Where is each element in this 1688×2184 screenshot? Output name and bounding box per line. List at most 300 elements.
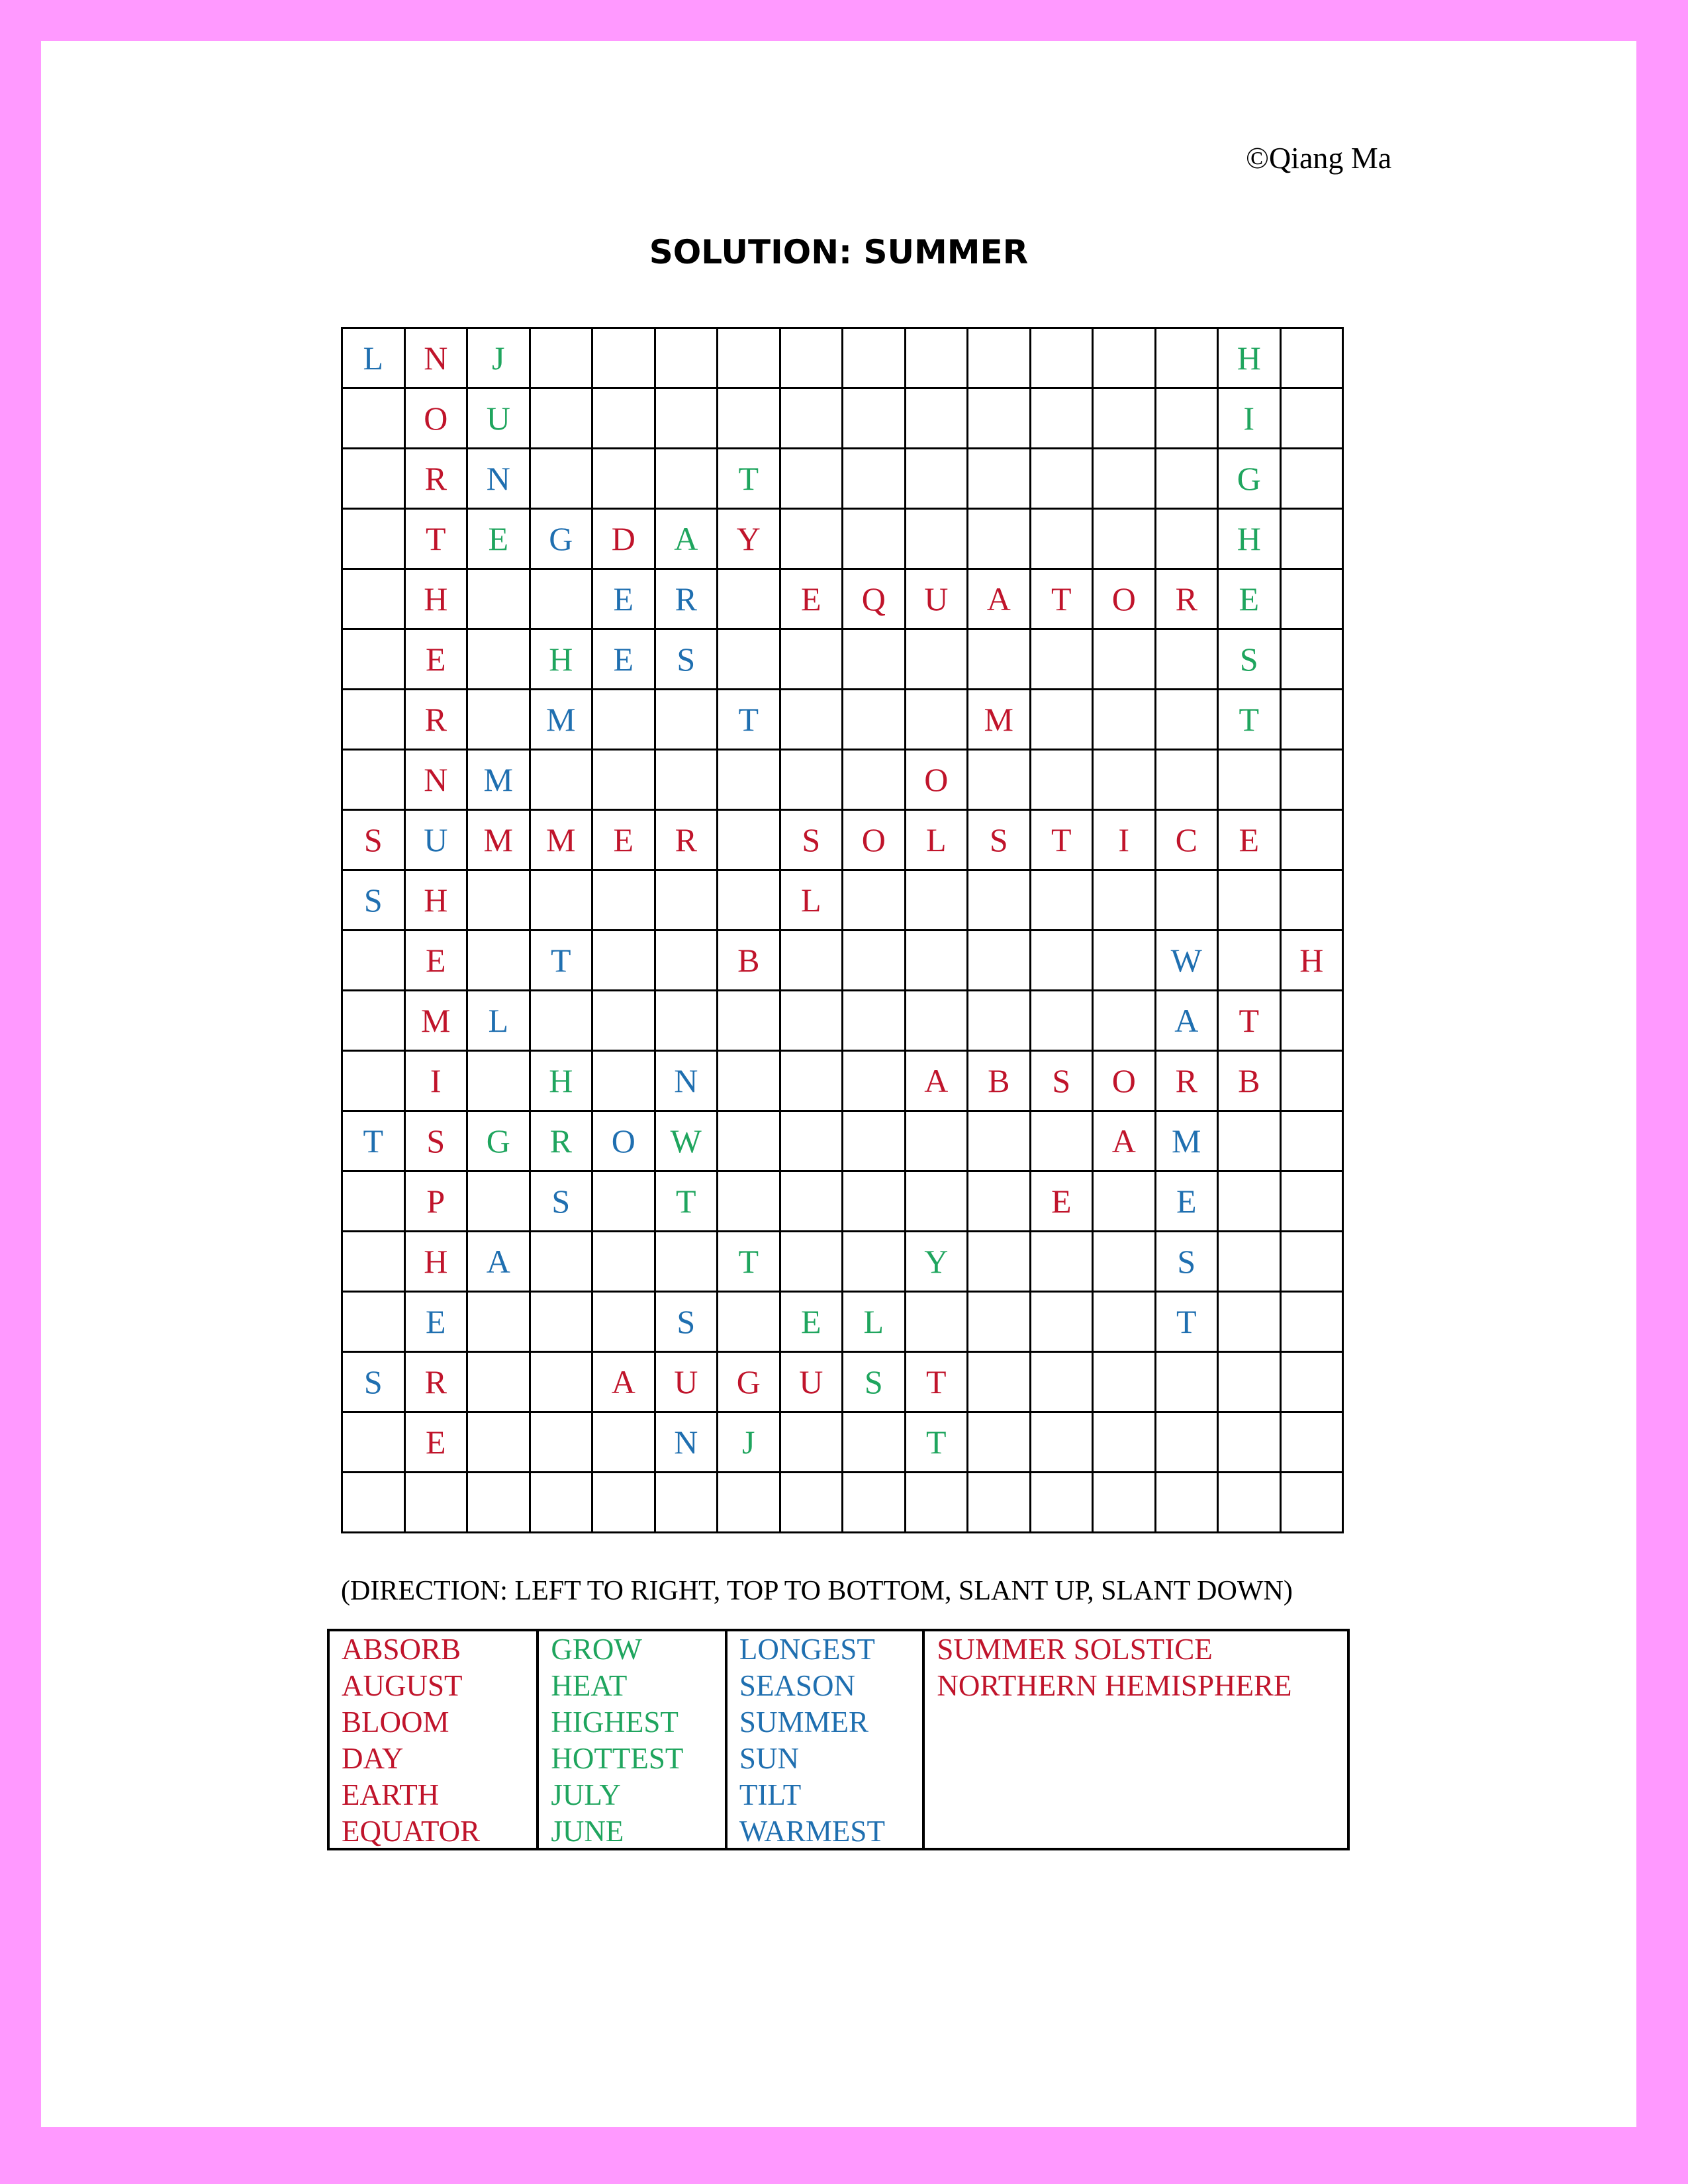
grid-cell: [718, 1293, 781, 1353]
grid-cell: H: [531, 630, 594, 690]
grid-cell: [343, 1293, 406, 1353]
grid-cell: [1282, 1172, 1344, 1232]
grid-cell: [1282, 1232, 1344, 1293]
grid-cell: [781, 1112, 844, 1172]
grid-cell: [593, 931, 656, 991]
word-list-item: HEAT: [551, 1669, 628, 1702]
grid-cell: [843, 751, 906, 811]
grid-cell: [1031, 1293, 1094, 1353]
grid-cell: [781, 690, 844, 751]
grid-cell: [968, 1413, 1031, 1473]
grid-cell: [968, 751, 1031, 811]
grid-cell: [1031, 389, 1094, 449]
grid-cell: [343, 1473, 406, 1533]
grid-cell: [1156, 510, 1219, 570]
grid-cell: [718, 389, 781, 449]
grid-cell: [906, 991, 969, 1052]
grid-cell: [468, 1473, 531, 1533]
grid-cell: [1219, 1232, 1282, 1293]
grid-cell: I: [1219, 389, 1282, 449]
grid-cell: [1156, 1473, 1219, 1533]
grid-cell: [531, 991, 594, 1052]
grid-cell: [656, 751, 719, 811]
grid-cell: [531, 1293, 594, 1353]
grid-cell: [718, 329, 781, 389]
grid-cell: [843, 630, 906, 690]
grid-cell: [1219, 931, 1282, 991]
grid-cell: [1031, 449, 1094, 510]
grid-cell: [1094, 510, 1156, 570]
grid-cell: T: [1219, 690, 1282, 751]
grid-cell: [906, 449, 969, 510]
grid-cell: [781, 931, 844, 991]
grid-cell: R: [406, 449, 469, 510]
grid-cell: B: [1219, 1052, 1282, 1112]
grid-cell: [406, 1473, 469, 1533]
grid-cell: S: [531, 1172, 594, 1232]
grid-cell: [656, 389, 719, 449]
grid-cell: [718, 1052, 781, 1112]
grid-cell: [1219, 1112, 1282, 1172]
grid-cell: [468, 871, 531, 931]
grid-cell: [593, 1232, 656, 1293]
word-list-item: SUMMER SOLSTICE: [937, 1633, 1213, 1666]
grid-cell: [1031, 1232, 1094, 1293]
grid-cell: [1282, 1112, 1344, 1172]
grid-cell: S: [656, 630, 719, 690]
grid-cell: [1094, 1172, 1156, 1232]
grid-cell: R: [1156, 570, 1219, 630]
grid-cell: [343, 1232, 406, 1293]
grid-cell: [531, 751, 594, 811]
grid-cell: [1282, 690, 1344, 751]
grid-cell: [843, 1112, 906, 1172]
word-list-column: [539, 1631, 727, 1848]
grid-cell: [343, 1052, 406, 1112]
grid-cell: [1094, 871, 1156, 931]
grid-cell: [968, 389, 1031, 449]
worksheet-page: [41, 41, 1636, 2127]
grid-cell: J: [468, 329, 531, 389]
grid-cell: U: [906, 570, 969, 630]
grid-cell: [781, 1172, 844, 1232]
grid-cell: [1094, 630, 1156, 690]
grid-cell: A: [1156, 991, 1219, 1052]
grid-cell: S: [1156, 1232, 1219, 1293]
word-list-item: WARMEST: [739, 1815, 885, 1848]
grid-cell: [343, 570, 406, 630]
grid-cell: E: [593, 811, 656, 871]
grid-cell: R: [406, 1353, 469, 1413]
grid-cell: [906, 389, 969, 449]
grid-cell: [1156, 630, 1219, 690]
grid-cell: U: [656, 1353, 719, 1413]
grid-cell: [1219, 1353, 1282, 1413]
grid-cell: [968, 871, 1031, 931]
grid-cell: [468, 1052, 531, 1112]
grid-cell: [656, 871, 719, 931]
grid-cell: [718, 570, 781, 630]
grid-cell: L: [843, 1293, 906, 1353]
grid-cell: R: [531, 1112, 594, 1172]
word-list-table: [327, 1629, 1350, 1850]
grid-cell: [1156, 389, 1219, 449]
grid-cell: R: [656, 570, 719, 630]
grid-cell: [1031, 751, 1094, 811]
grid-cell: [343, 389, 406, 449]
grid-cell: [906, 931, 969, 991]
grid-cell: [843, 1172, 906, 1232]
grid-cell: [781, 449, 844, 510]
grid-cell: [906, 1473, 969, 1533]
grid-cell: E: [468, 510, 531, 570]
grid-cell: [843, 931, 906, 991]
grid-cell: G: [468, 1112, 531, 1172]
grid-cell: J: [718, 1413, 781, 1473]
grid-cell: [1219, 751, 1282, 811]
grid-cell: M: [406, 991, 469, 1052]
word-list-item: TILT: [739, 1778, 802, 1811]
grid-cell: [1156, 751, 1219, 811]
grid-cell: [531, 1413, 594, 1473]
grid-cell: [968, 449, 1031, 510]
grid-cell: E: [1031, 1172, 1094, 1232]
grid-cell: [1031, 1413, 1094, 1473]
grid-cell: [593, 1413, 656, 1473]
grid-cell: H: [406, 570, 469, 630]
grid-cell: S: [406, 1112, 469, 1172]
grid-cell: S: [343, 871, 406, 931]
grid-cell: T: [406, 510, 469, 570]
grid-cell: U: [468, 389, 531, 449]
grid-cell: O: [906, 751, 969, 811]
grid-cell: [1094, 1353, 1156, 1413]
grid-cell: [906, 1293, 969, 1353]
grid-cell: [468, 1353, 531, 1413]
grid-cell: E: [406, 630, 469, 690]
word-list-item: LONGEST: [739, 1633, 875, 1666]
word-list-item: HOTTEST: [551, 1742, 684, 1775]
grid-cell: N: [406, 751, 469, 811]
grid-cell: E: [406, 1293, 469, 1353]
grid-cell: N: [656, 1052, 719, 1112]
grid-cell: [593, 1052, 656, 1112]
grid-cell: T: [1156, 1293, 1219, 1353]
grid-cell: [1094, 1473, 1156, 1533]
word-list-item: ABSORB: [342, 1633, 461, 1666]
grid-cell: [1031, 931, 1094, 991]
grid-cell: [968, 1232, 1031, 1293]
grid-cell: [343, 510, 406, 570]
grid-cell: L: [343, 329, 406, 389]
grid-cell: M: [531, 811, 594, 871]
grid-cell: [1156, 329, 1219, 389]
grid-cell: [906, 690, 969, 751]
grid-cell: [1031, 630, 1094, 690]
grid-cell: [468, 931, 531, 991]
grid-cell: [656, 1232, 719, 1293]
grid-cell: [531, 389, 594, 449]
grid-cell: [1156, 871, 1219, 931]
grid-cell: [1219, 1473, 1282, 1533]
grid-cell: [1282, 1473, 1344, 1533]
grid-cell: [968, 1172, 1031, 1232]
grid-cell: [843, 991, 906, 1052]
grid-cell: [531, 570, 594, 630]
grid-cell: [468, 690, 531, 751]
word-search-grid: [341, 327, 1344, 1533]
grid-cell: T: [906, 1353, 969, 1413]
grid-cell: [343, 931, 406, 991]
grid-cell: [843, 1232, 906, 1293]
word-list-item: JULY: [551, 1778, 621, 1811]
grid-cell: [1031, 329, 1094, 389]
grid-cell: [906, 1172, 969, 1232]
grid-cell: [718, 630, 781, 690]
grid-cell: Q: [843, 570, 906, 630]
grid-cell: [781, 991, 844, 1052]
grid-cell: I: [406, 1052, 469, 1112]
grid-cell: O: [1094, 570, 1156, 630]
grid-cell: [968, 1473, 1031, 1533]
grid-cell: A: [968, 570, 1031, 630]
grid-cell: O: [843, 811, 906, 871]
grid-cell: M: [468, 811, 531, 871]
grid-cell: [1156, 1353, 1219, 1413]
grid-cell: [906, 1112, 969, 1172]
grid-cell: [593, 1172, 656, 1232]
grid-cell: [1031, 1112, 1094, 1172]
grid-cell: [343, 449, 406, 510]
grid-cell: [656, 991, 719, 1052]
grid-cell: [343, 1172, 406, 1232]
grid-cell: Y: [718, 510, 781, 570]
word-list-item: SUN: [739, 1742, 799, 1775]
grid-cell: [1031, 871, 1094, 931]
page-title: SOLUTION: SUMMER: [649, 233, 1029, 271]
grid-cell: A: [906, 1052, 969, 1112]
grid-cell: G: [531, 510, 594, 570]
grid-cell: [968, 1353, 1031, 1413]
word-list-column: [727, 1631, 925, 1848]
grid-cell: [1094, 991, 1156, 1052]
grid-cell: M: [531, 690, 594, 751]
grid-cell: M: [968, 690, 1031, 751]
grid-cell: T: [718, 449, 781, 510]
grid-cell: Y: [906, 1232, 969, 1293]
grid-cell: [593, 1473, 656, 1533]
word-list-item: BLOOM: [342, 1706, 449, 1739]
grid-cell: L: [468, 991, 531, 1052]
grid-cell: U: [781, 1353, 844, 1413]
grid-cell: [781, 389, 844, 449]
grid-cell: [781, 630, 844, 690]
grid-cell: [781, 329, 844, 389]
grid-cell: E: [406, 1413, 469, 1473]
grid-cell: [906, 871, 969, 931]
grid-cell: T: [718, 690, 781, 751]
grid-cell: H: [406, 871, 469, 931]
grid-cell: [1282, 751, 1344, 811]
grid-cell: [968, 329, 1031, 389]
grid-cell: [1282, 329, 1344, 389]
grid-cell: [1094, 449, 1156, 510]
grid-cell: [906, 630, 969, 690]
grid-cell: [343, 1413, 406, 1473]
grid-cell: [656, 329, 719, 389]
grid-cell: [1094, 751, 1156, 811]
grid-cell: E: [1156, 1172, 1219, 1232]
grid-cell: [468, 1172, 531, 1232]
grid-cell: [1031, 510, 1094, 570]
copyright: ©Qiang Ma: [1246, 141, 1392, 175]
grid-cell: [1156, 690, 1219, 751]
grid-cell: T: [1031, 570, 1094, 630]
grid-cell: S: [343, 811, 406, 871]
grid-cell: [1094, 329, 1156, 389]
grid-cell: [531, 871, 594, 931]
grid-cell: [843, 690, 906, 751]
grid-cell: H: [1219, 510, 1282, 570]
grid-cell: [343, 751, 406, 811]
grid-cell: [1282, 1353, 1344, 1413]
word-list-item: HIGHEST: [551, 1706, 679, 1739]
grid-cell: [593, 329, 656, 389]
grid-cell: [718, 1112, 781, 1172]
grid-cell: [718, 991, 781, 1052]
grid-cell: M: [468, 751, 531, 811]
grid-cell: [531, 1353, 594, 1413]
grid-cell: [1031, 1473, 1094, 1533]
grid-cell: [593, 690, 656, 751]
grid-cell: T: [531, 931, 594, 991]
grid-cell: C: [1156, 811, 1219, 871]
grid-cell: S: [656, 1293, 719, 1353]
word-list-item: EQUATOR: [342, 1815, 481, 1848]
grid-cell: B: [968, 1052, 1031, 1112]
grid-cell: T: [656, 1172, 719, 1232]
grid-cell: [343, 630, 406, 690]
grid-cell: [468, 1413, 531, 1473]
grid-cell: [1156, 449, 1219, 510]
grid-cell: [718, 1473, 781, 1533]
grid-cell: [781, 1473, 844, 1533]
grid-cell: [593, 449, 656, 510]
grid-cell: [1282, 1052, 1344, 1112]
grid-cell: [843, 1473, 906, 1533]
grid-cell: T: [1031, 811, 1094, 871]
word-list-column: [330, 1631, 539, 1848]
grid-cell: [1031, 1353, 1094, 1413]
grid-cell: N: [468, 449, 531, 510]
grid-cell: [718, 751, 781, 811]
grid-cell: [718, 1172, 781, 1232]
grid-cell: R: [406, 690, 469, 751]
grid-cell: [656, 449, 719, 510]
grid-cell: N: [406, 329, 469, 389]
grid-cell: [718, 871, 781, 931]
grid-cell: E: [1219, 811, 1282, 871]
grid-cell: S: [843, 1353, 906, 1413]
grid-cell: [1282, 811, 1344, 871]
grid-cell: [531, 1232, 594, 1293]
grid-cell: [1219, 1413, 1282, 1473]
word-list-item: SUMMER: [739, 1706, 868, 1739]
grid-cell: S: [781, 811, 844, 871]
grid-cell: [1094, 1293, 1156, 1353]
grid-cell: [843, 1413, 906, 1473]
grid-cell: W: [656, 1112, 719, 1172]
grid-cell: I: [1094, 811, 1156, 871]
grid-cell: H: [406, 1232, 469, 1293]
grid-cell: D: [593, 510, 656, 570]
grid-cell: [468, 630, 531, 690]
grid-cell: U: [406, 811, 469, 871]
grid-cell: [1219, 1172, 1282, 1232]
grid-cell: [968, 630, 1031, 690]
grid-cell: [593, 871, 656, 931]
grid-cell: W: [1156, 931, 1219, 991]
direction-note: (DIRECTION: LEFT TO RIGHT, TOP TO BOTTOM, SLANT UP, SLANT DOWN): [341, 1576, 1293, 1606]
grid-cell: [656, 931, 719, 991]
grid-cell: [718, 811, 781, 871]
grid-cell: [1094, 690, 1156, 751]
grid-cell: [781, 1052, 844, 1112]
word-list-item: NORTHERN HEMISPHERE: [937, 1669, 1292, 1702]
grid-cell: H: [1282, 931, 1344, 991]
word-list-item: EARTH: [342, 1778, 440, 1811]
grid-cell: R: [1156, 1052, 1219, 1112]
grid-cell: [968, 1293, 1031, 1353]
word-list-item: GROW: [551, 1633, 642, 1666]
grid-cell: L: [906, 811, 969, 871]
grid-cell: S: [1031, 1052, 1094, 1112]
grid-cell: [593, 991, 656, 1052]
grid-cell: T: [906, 1413, 969, 1473]
grid-cell: [1282, 1293, 1344, 1353]
grid-cell: [593, 751, 656, 811]
grid-cell: E: [1219, 570, 1282, 630]
grid-cell: T: [718, 1232, 781, 1293]
grid-cell: [1219, 1293, 1282, 1353]
grid-cell: P: [406, 1172, 469, 1232]
grid-cell: H: [531, 1052, 594, 1112]
grid-cell: [968, 991, 1031, 1052]
grid-cell: S: [968, 811, 1031, 871]
grid-cell: [1282, 510, 1344, 570]
grid-cell: G: [1219, 449, 1282, 510]
grid-cell: [1282, 871, 1344, 931]
grid-cell: [781, 510, 844, 570]
grid-cell: E: [593, 570, 656, 630]
grid-cell: G: [718, 1353, 781, 1413]
grid-cell: [906, 329, 969, 389]
grid-cell: [1282, 1413, 1344, 1473]
word-list-item: JUNE: [551, 1815, 624, 1848]
grid-cell: [531, 1473, 594, 1533]
grid-cell: O: [1094, 1052, 1156, 1112]
grid-cell: M: [1156, 1112, 1219, 1172]
grid-cell: S: [343, 1353, 406, 1413]
word-list-item: SEASON: [739, 1669, 855, 1702]
grid-cell: [1094, 1413, 1156, 1473]
grid-cell: [1156, 1413, 1219, 1473]
grid-cell: A: [468, 1232, 531, 1293]
grid-cell: [1282, 449, 1344, 510]
grid-cell: [531, 329, 594, 389]
grid-cell: [1219, 871, 1282, 931]
grid-cell: [968, 1112, 1031, 1172]
